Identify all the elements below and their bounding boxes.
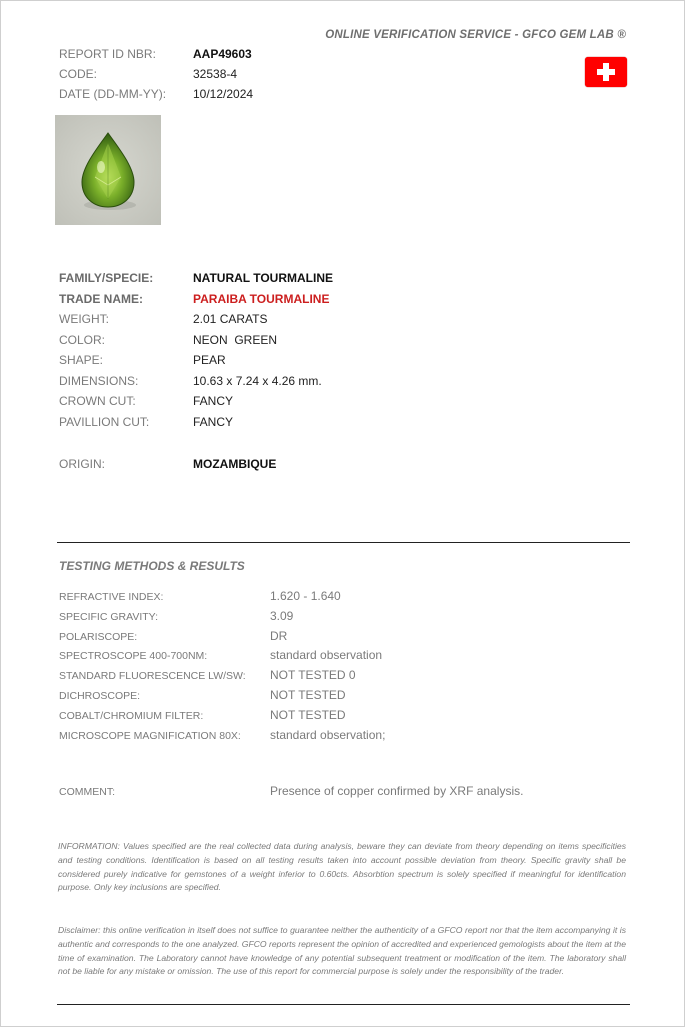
testing-results-list	[59, 589, 629, 747]
shape-value: PEAR	[193, 353, 226, 367]
disclaimer-note: Disclaimer: this online verification in itself does not suffice to guarantee neither the authenticity of a GFCO report nor that the item accompanying it is authentic and corresponds to the one analyzed. GFCO reports represent the opinion of accredited and experienced gemologists about the item at the time of examination. The Laboratory cannot have knowledge of any potential subsequent treatment or modification of the item. The laboratory shall not be liable for any mistake or omission. The use of this report for commercial purpose is solely under the responsibility of the trader.	[58, 925, 626, 977]
pavillion-cut-row	[59, 415, 619, 436]
origin-row	[59, 457, 619, 477]
test-value: 1.620 - 1.640	[270, 589, 341, 603]
dimensions-value: 10.63 x 7.24 x 4.26 mm.	[193, 373, 322, 388]
test-label: POLARISCOPE:	[59, 630, 138, 643]
test-value: standard observation;	[270, 727, 386, 742]
origin-value: MOZAMBIQUE	[193, 457, 277, 471]
date-label: DATE (DD-MM-YY):	[59, 87, 167, 101]
comment-value: Presence of copper confirmed by XRF analysis.	[270, 784, 524, 798]
code-label: CODE:	[59, 67, 98, 81]
gem-properties	[59, 271, 619, 435]
family-row	[59, 271, 619, 292]
swiss-flag-icon	[585, 57, 627, 87]
dimensions-label: DIMENSIONS:	[59, 373, 139, 388]
test-row-microscope	[59, 728, 629, 748]
testing-section-title: TESTING METHODS & RESULTS	[59, 559, 245, 573]
color-value: NEON GREEN	[193, 332, 278, 347]
crown-cut-label: CROWN CUT:	[59, 394, 136, 408]
test-label: SPECTROSCOPE 400-700NM:	[59, 650, 208, 663]
comment-label: COMMENT:	[59, 786, 115, 798]
test-row-cobalt-filter	[59, 708, 629, 728]
crown-cut-value: FANCY	[193, 394, 234, 408]
family-value: NATURAL TOURMALINE	[193, 271, 333, 285]
test-row-spectroscope	[59, 648, 629, 668]
pavillion-cut-value: FANCY	[193, 414, 234, 429]
pear-gem-image	[55, 115, 161, 225]
trade-name-value: PARAIBA TOURMALINE	[193, 291, 330, 306]
test-value: standard observation	[270, 648, 383, 663]
color-label: COLOR:	[59, 332, 106, 347]
report-id-label: REPORT ID NBR:	[59, 47, 156, 61]
trade-name-label: TRADE NAME:	[59, 291, 143, 306]
test-label: DICHROSCOPE:	[59, 689, 141, 702]
family-label: FAMILY/SPECIE:	[59, 271, 154, 285]
test-value: NOT TESTED 0	[270, 668, 356, 683]
shape-row	[59, 353, 619, 374]
color-row	[59, 333, 619, 354]
service-title: ONLINE VERIFICATION SERVICE - GFCO GEM LAB ®	[325, 29, 626, 41]
test-label: SPECIFIC GRAVITY:	[59, 610, 158, 623]
date-value: 10/12/2024	[193, 87, 254, 101]
test-row-fluorescence	[59, 668, 629, 688]
test-row-polariscope	[59, 629, 629, 649]
weight-row	[59, 312, 619, 333]
test-value: 3.09	[270, 608, 294, 623]
comment-row	[59, 784, 629, 804]
test-label: MICROSCOPE MAGNIFICATION 80X:	[59, 729, 241, 742]
code-value: 32538-4	[193, 67, 238, 81]
origin-label: ORIGIN:	[59, 457, 106, 471]
test-label: REFRACTIVE INDEX:	[59, 591, 164, 603]
crown-cut-row	[59, 394, 619, 415]
section-divider	[57, 542, 630, 543]
test-label: STANDARD FLUORESCENCE LW/SW:	[59, 670, 246, 683]
weight-value: 2.01 CARATS	[193, 312, 268, 326]
gem-photo	[55, 115, 161, 225]
trade-name-row	[59, 292, 619, 313]
test-row-dichroscope	[59, 688, 629, 708]
weight-label: WEIGHT:	[59, 312, 109, 326]
pavillion-cut-label: PAVILLION CUT:	[59, 414, 150, 429]
test-row-refractive-index	[59, 589, 629, 609]
test-value: NOT TESTED	[270, 687, 346, 702]
test-row-specific-gravity	[59, 609, 629, 629]
information-note: INFORMATION: Values specified are the real collected data during analysis, beware they can deviate from theory depending on items specificities and testing conditions. Identification is based on all testing results taken into account possible deviation from theory. Specific gravity shall be considered purely indicative for gemstones of a weight inferior to 0.60cts. Absorbtion spectrum is solely specified if meaningful for identification purpose. Only key inclusions are specified.	[58, 841, 626, 893]
test-value: DR	[270, 628, 288, 643]
report-id-value: AAP49603	[193, 47, 252, 61]
test-label: COBALT/CHROMIUM FILTER:	[59, 709, 204, 722]
shape-label: SHAPE:	[59, 353, 104, 367]
dimensions-row	[59, 374, 619, 395]
test-value: NOT TESTED	[270, 707, 346, 722]
bottom-divider	[57, 1004, 630, 1005]
